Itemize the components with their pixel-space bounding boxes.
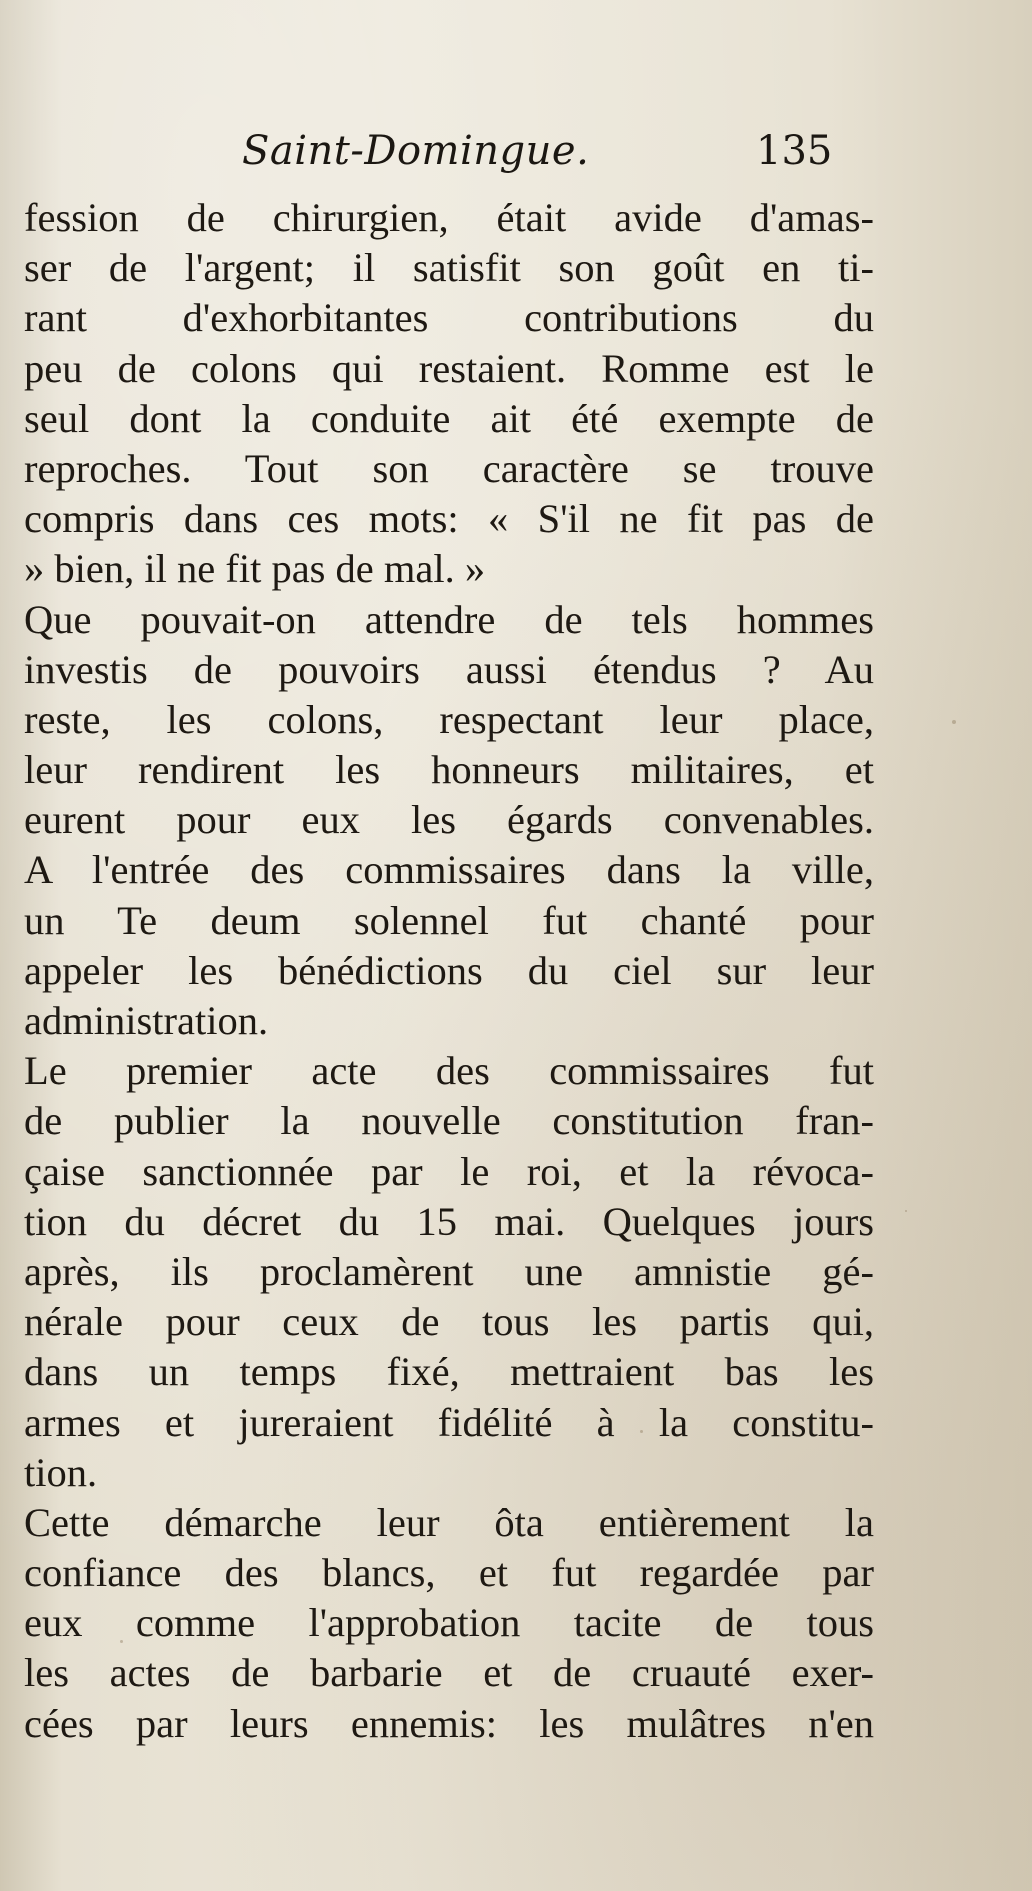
text-line: tion du décret du 15 mai. Quelques jours: [24, 1198, 874, 1244]
paper-speck: [905, 1210, 907, 1212]
text-line: peu de colons qui restaient. Romme est le: [24, 345, 874, 391]
text-line: investis de pouvoirs aussi étendus ? Au: [24, 646, 874, 692]
page-header: [0, 128, 1032, 188]
text-line: reste, les colons, respectant leur place,: [24, 696, 874, 742]
text-line: Que pouvait-on attendre de tels hommes: [24, 596, 874, 642]
text-line: çaise sanctionnée par le roi, et la révoca-: [24, 1148, 874, 1194]
text-line: eux comme l'approbation tacite de tous: [24, 1600, 874, 1646]
text-line: Le premier acte des commissaires fut: [24, 1048, 874, 1094]
text-line: seul dont la conduite ait été exempte de: [24, 395, 874, 441]
text-line: compris dans ces mots: « S'il ne fit pas de: [24, 496, 874, 542]
text-line: » bien, il ne fit pas de mal. »: [24, 546, 486, 592]
text-line: administration.: [24, 998, 269, 1043]
text-line: de publier la nouvelle constitution fran-: [24, 1098, 874, 1144]
text-line: dans un temps fixé, mettraient bas les: [24, 1349, 874, 1395]
text-line: armes et jureraient fidélité à la constitu-: [24, 1399, 874, 1445]
text-line: rant d'exhorbitantes contributions du: [24, 295, 874, 341]
text-line: eurent pour eux les égards convenables.: [24, 797, 874, 843]
text-line: A l'entrée des commissaires dans la ville,: [24, 847, 874, 893]
text-line: après, ils proclamèrent une amnistie gé-: [24, 1248, 874, 1294]
text-line: confiance des blancs, et fut regardée par: [24, 1550, 874, 1596]
text-line: leur rendirent les honneurs militaires, et: [24, 747, 874, 793]
text-line: un Te deum solennel fut chanté pour: [24, 897, 874, 943]
text-line: reproches. Tout son caractère se trouve: [24, 445, 874, 491]
text-line: tion.: [24, 1449, 98, 1495]
paper-speck: [952, 720, 956, 724]
running-head: Saint-Domingue.: [242, 128, 590, 174]
text-line: appeler les bénédictions du ciel sur leur: [24, 947, 874, 993]
text-line: fession de chirurgien, était avide d'amas-: [24, 195, 874, 240]
page-number: 135: [756, 128, 833, 174]
body-text: [24, 193, 874, 1749]
text-line: nérale pour ceux de tous les partis qui,: [24, 1299, 874, 1345]
text-line: Cette démarche leur ôta entièrement la: [24, 1499, 874, 1545]
text-line: ser de l'argent; il satisfit son goût en ti-: [24, 245, 874, 291]
text-line: cées par leurs ennemis: les mulâtres n'en: [24, 1700, 874, 1746]
text-line: les actes de barbarie et de cruauté exer-: [24, 1650, 874, 1696]
